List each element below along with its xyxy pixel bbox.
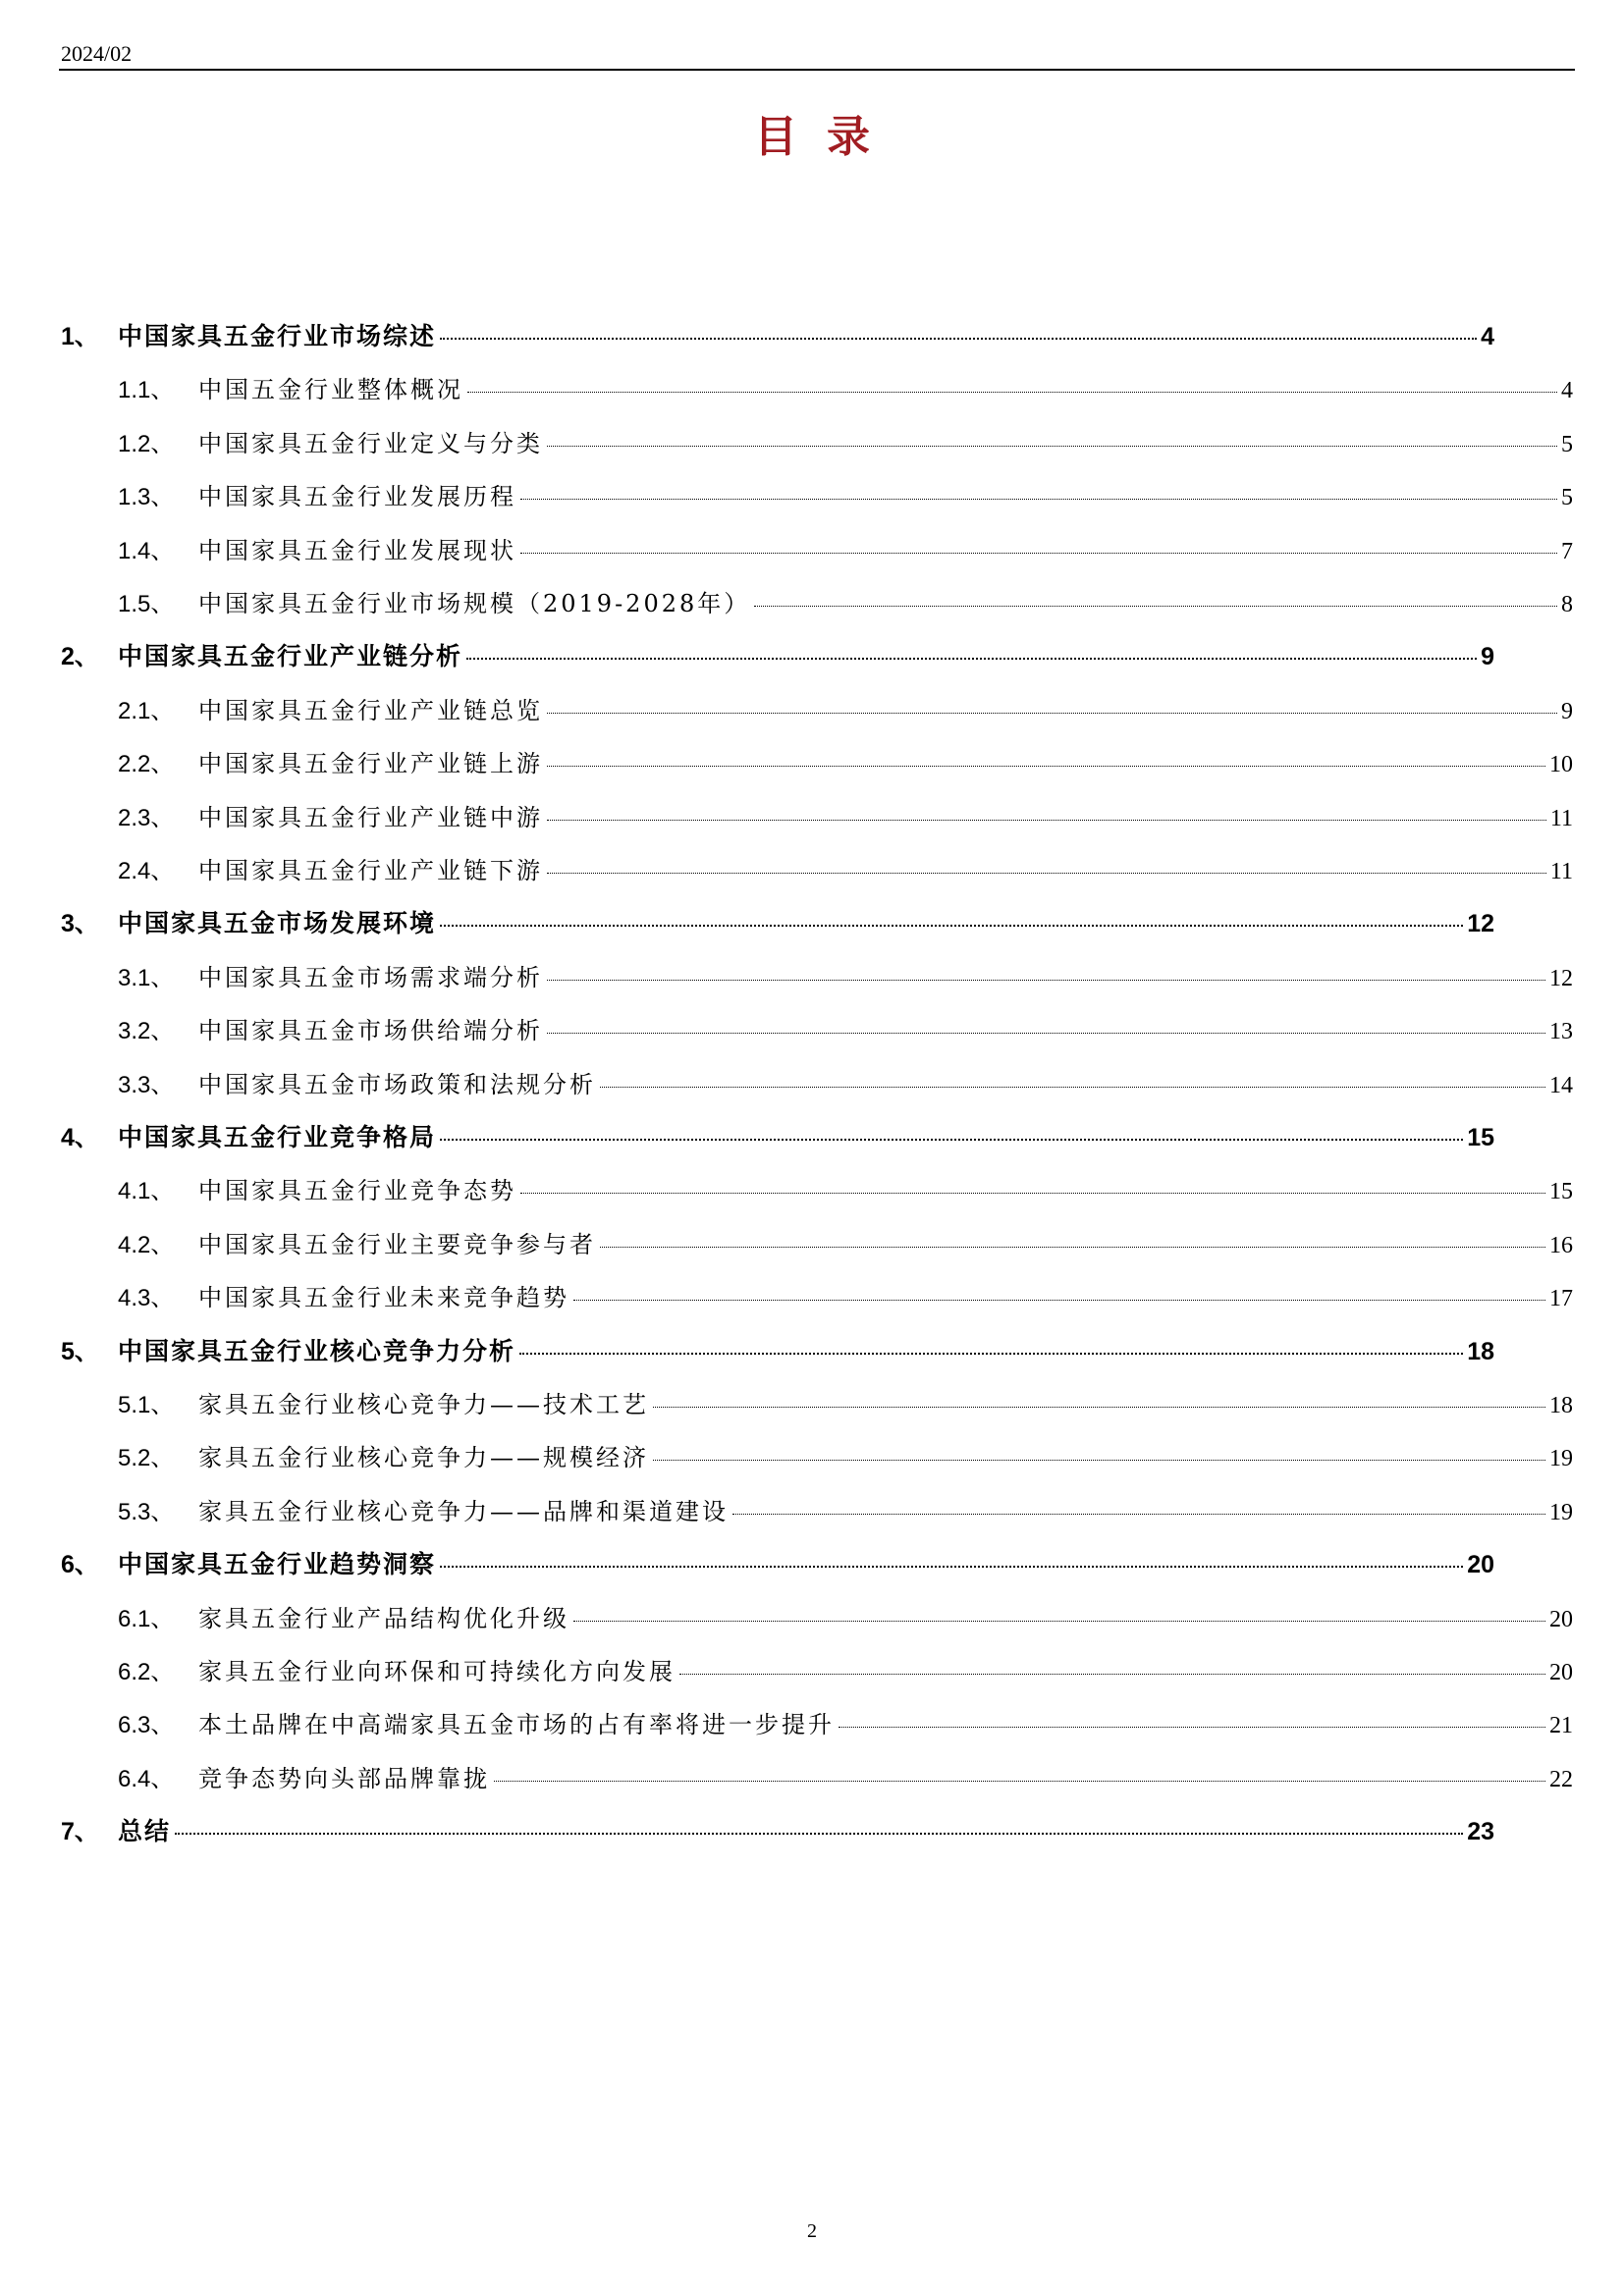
toc-entry-number: 6.4、 xyxy=(118,1766,175,1792)
toc-entry-page: 23 xyxy=(1467,1818,1494,1845)
toc-dot-leader xyxy=(600,1247,1545,1248)
toc-section-entry[interactable] xyxy=(61,1332,1494,1367)
toc-dot-leader xyxy=(653,1407,1545,1408)
toc-section-entry[interactable] xyxy=(61,1812,1494,1847)
toc-entry-number: 2、 xyxy=(61,643,99,670)
toc-entry-page: 5 xyxy=(1561,432,1573,457)
toc-entry-title: 中国家具五金行业核心竞争力分析 xyxy=(118,1337,516,1365)
toc-dot-leader xyxy=(839,1727,1545,1728)
toc-entry-number: 5.2、 xyxy=(118,1445,175,1471)
toc-subsection-entry[interactable] xyxy=(118,798,1573,832)
toc-entry-title: 中国家具五金行业发展历程 xyxy=(198,483,516,510)
toc-entry-page: 8 xyxy=(1561,592,1573,617)
toc-subsection-entry[interactable] xyxy=(118,370,1573,404)
toc-section-entry[interactable] xyxy=(61,1118,1494,1153)
toc-entry-page: 18 xyxy=(1467,1338,1494,1365)
toc-entry-number: 1、 xyxy=(61,323,99,350)
toc-entry-title: 家具五金行业核心竞争力——规模经济 xyxy=(198,1444,649,1471)
toc-entry-title: 本土品牌在中高端家具五金市场的占有率将进一步提升 xyxy=(198,1711,835,1738)
toc-entry-number: 1.1、 xyxy=(118,377,175,403)
toc-entry-page: 19 xyxy=(1549,1446,1573,1471)
toc-subsection-entry[interactable] xyxy=(118,1225,1573,1259)
toc-dot-leader xyxy=(547,980,1545,981)
toc-entry-number: 4.2、 xyxy=(118,1232,175,1258)
toc-entry-page: 22 xyxy=(1549,1767,1573,1792)
toc-dot-leader xyxy=(520,1193,1545,1194)
toc-entry-page: 15 xyxy=(1467,1124,1494,1151)
toc-entry-page: 20 xyxy=(1549,1660,1573,1685)
toc-entry-title: 中国家具五金市场发展环境 xyxy=(118,909,437,937)
toc-dot-leader xyxy=(547,1033,1545,1034)
toc-entry-page: 16 xyxy=(1549,1233,1573,1258)
toc-subsection-entry[interactable] xyxy=(118,531,1573,565)
toc-subsection-entry[interactable] xyxy=(118,1759,1573,1793)
toc-subsection-entry[interactable] xyxy=(118,1599,1573,1633)
toc-dot-leader xyxy=(653,1460,1545,1461)
toc-section-entry[interactable] xyxy=(61,904,1494,939)
toc-entry-title: 总结 xyxy=(118,1817,172,1845)
toc-entry-page: 17 xyxy=(1549,1286,1573,1311)
toc-dot-leader xyxy=(466,658,1477,660)
toc-dot-leader xyxy=(547,766,1545,767)
toc-dot-leader xyxy=(679,1674,1545,1675)
toc-subsection-entry[interactable] xyxy=(118,1011,1573,1045)
toc-entry-title: 中国家具五金行业发展现状 xyxy=(198,537,516,564)
toc-entry-number: 3.3、 xyxy=(118,1072,175,1098)
toc-entry-number: 1.4、 xyxy=(118,538,175,564)
toc-entry-number: 4、 xyxy=(61,1124,99,1151)
toc-dot-leader xyxy=(547,446,1557,447)
toc-subsection-entry[interactable] xyxy=(118,1278,1573,1312)
toc-entry-page: 5 xyxy=(1561,485,1573,510)
toc-dot-leader xyxy=(732,1514,1545,1515)
toc-entry-page: 20 xyxy=(1467,1551,1494,1578)
toc-entry-title: 中国家具五金行业市场规模（2019-2028年） xyxy=(198,590,751,617)
toc-dot-leader xyxy=(520,499,1557,500)
toc-entry-title: 中国家具五金行业未来竞争趋势 xyxy=(198,1284,569,1311)
toc-entry-title: 中国家具五金行业竞争态势 xyxy=(198,1177,516,1204)
toc-subsection-entry[interactable] xyxy=(118,691,1573,725)
toc-entry-number: 5.3、 xyxy=(118,1499,175,1525)
toc-entry-title: 中国家具五金行业定义与分类 xyxy=(198,430,543,457)
toc-entry-page: 20 xyxy=(1549,1607,1573,1632)
toc-subsection-entry[interactable] xyxy=(118,1171,1573,1205)
toc-entry-title: 竞争态势向头部品牌靠拢 xyxy=(198,1765,490,1792)
toc-subsection-entry[interactable] xyxy=(118,1652,1573,1686)
toc-entry-page: 4 xyxy=(1561,378,1573,403)
toc-entry-page: 14 xyxy=(1549,1073,1573,1098)
toc-subsection-entry[interactable] xyxy=(118,744,1573,778)
toc-entry-page: 10 xyxy=(1549,752,1573,777)
toc-subsection-entry[interactable] xyxy=(118,1705,1573,1739)
toc-entry-number: 2.2、 xyxy=(118,751,175,777)
toc-entry-page: 13 xyxy=(1549,1019,1573,1044)
toc-entry-page: 19 xyxy=(1549,1500,1573,1525)
toc-dot-leader xyxy=(573,1621,1545,1622)
toc-dot-leader xyxy=(547,713,1557,714)
toc-entry-title: 家具五金行业核心竞争力——技术工艺 xyxy=(198,1391,649,1418)
toc-subsection-entry[interactable] xyxy=(118,851,1573,885)
toc-entry-title: 中国家具五金行业产业链上游 xyxy=(198,750,543,777)
toc-entry-number: 6.3、 xyxy=(118,1712,175,1738)
toc-entry-number: 1.5、 xyxy=(118,591,175,617)
toc-subsection-entry[interactable] xyxy=(118,1385,1573,1419)
toc-dot-leader xyxy=(519,1353,1463,1355)
toc-subsection-entry[interactable] xyxy=(118,477,1573,511)
toc-entry-number: 6.2、 xyxy=(118,1659,175,1685)
toc-entry-number: 2.3、 xyxy=(118,805,175,831)
toc-entry-title: 家具五金行业向环保和可持续化方向发展 xyxy=(198,1658,676,1685)
toc-entry-page: 18 xyxy=(1549,1393,1573,1418)
toc-entry-page: 21 xyxy=(1549,1713,1573,1738)
toc-entry-number: 3.1、 xyxy=(118,965,175,991)
toc-entry-number: 2.1、 xyxy=(118,698,175,724)
footer-page-number: 2 xyxy=(807,2220,817,2242)
toc-entry-page: 7 xyxy=(1561,539,1573,564)
toc-entry-page: 4 xyxy=(1481,323,1494,350)
toc-dot-leader xyxy=(520,553,1557,554)
toc-entry-number: 5、 xyxy=(61,1338,99,1365)
toc-entry-number: 2.4、 xyxy=(118,858,175,884)
header-date: 2024/02 xyxy=(61,41,133,66)
toc-entry-title: 中国家具五金行业主要竞争参与者 xyxy=(198,1231,596,1258)
toc-entry-number: 3.2、 xyxy=(118,1018,175,1044)
toc-entry-title: 中国家具五金市场需求端分析 xyxy=(198,964,543,991)
toc-title: 目录 xyxy=(754,112,899,162)
toc-entry-title: 中国家具五金市场供给端分析 xyxy=(198,1017,543,1044)
toc-section-entry[interactable] xyxy=(61,637,1494,672)
toc-entry-title: 中国家具五金行业产业链分析 xyxy=(118,642,463,670)
toc-entry-number: 4.3、 xyxy=(118,1285,175,1311)
toc-entry-page: 11 xyxy=(1549,806,1573,831)
toc-entry-page: 12 xyxy=(1467,910,1494,937)
toc-section-entry[interactable] xyxy=(61,317,1494,352)
toc-entry-number: 7、 xyxy=(61,1818,99,1845)
toc-entry-number: 1.3、 xyxy=(118,484,175,510)
toc-dot-leader xyxy=(467,392,1557,393)
toc-entry-title: 中国五金行业整体概况 xyxy=(198,376,463,403)
toc-dot-leader xyxy=(440,925,1463,927)
toc-dot-leader xyxy=(440,1139,1463,1141)
toc-dot-leader xyxy=(494,1781,1545,1782)
toc-subsection-entry[interactable] xyxy=(118,1492,1573,1526)
toc-section-entry[interactable] xyxy=(61,1545,1494,1580)
toc-entry-title: 家具五金行业核心竞争力——品牌和渠道建设 xyxy=(198,1498,729,1525)
toc-entry-number: 5.1、 xyxy=(118,1392,175,1418)
toc-entry-number: 4.1、 xyxy=(118,1178,175,1204)
toc-entry-number: 6、 xyxy=(61,1551,99,1578)
toc-entry-title: 中国家具五金行业产业链下游 xyxy=(198,857,543,884)
toc-entry-title: 中国家具五金市场政策和法规分析 xyxy=(198,1071,596,1098)
toc-subsection-entry[interactable] xyxy=(118,1438,1573,1472)
toc-dot-leader xyxy=(547,873,1546,874)
toc-entry-title: 中国家具五金行业市场综述 xyxy=(118,322,437,350)
toc-entry-title: 家具五金行业产品结构优化升级 xyxy=(198,1605,569,1632)
toc-entry-number: 1.2、 xyxy=(118,431,175,457)
toc-entry-page: 15 xyxy=(1549,1179,1573,1204)
toc-entry-page: 9 xyxy=(1561,699,1573,724)
toc-subsection-entry[interactable] xyxy=(118,424,1573,458)
toc-dot-leader xyxy=(547,820,1546,821)
toc-dot-leader xyxy=(440,338,1477,340)
toc-entry-title: 中国家具五金行业产业链中游 xyxy=(198,804,543,831)
toc-subsection-entry[interactable] xyxy=(118,958,1573,992)
toc-entry-page: 11 xyxy=(1549,859,1573,884)
toc-entry-page: 9 xyxy=(1481,643,1494,670)
toc-dot-leader xyxy=(175,1833,1463,1835)
toc-entry-title: 中国家具五金行业竞争格局 xyxy=(118,1123,437,1151)
toc-dot-leader xyxy=(754,606,1557,607)
toc-entry-title: 中国家具五金行业趋势洞察 xyxy=(118,1550,437,1578)
toc-dot-leader xyxy=(573,1300,1545,1301)
toc-entry-number: 6.1、 xyxy=(118,1606,175,1632)
toc-dot-leader xyxy=(600,1087,1545,1088)
toc-entry-title: 中国家具五金行业产业链总览 xyxy=(198,697,543,724)
toc-subsection-entry[interactable] xyxy=(118,1065,1573,1099)
toc-subsection-entry[interactable] xyxy=(118,584,1573,618)
toc-entry-number: 3、 xyxy=(61,910,99,937)
toc-entry-page: 12 xyxy=(1549,966,1573,991)
toc-dot-leader xyxy=(440,1566,1463,1568)
